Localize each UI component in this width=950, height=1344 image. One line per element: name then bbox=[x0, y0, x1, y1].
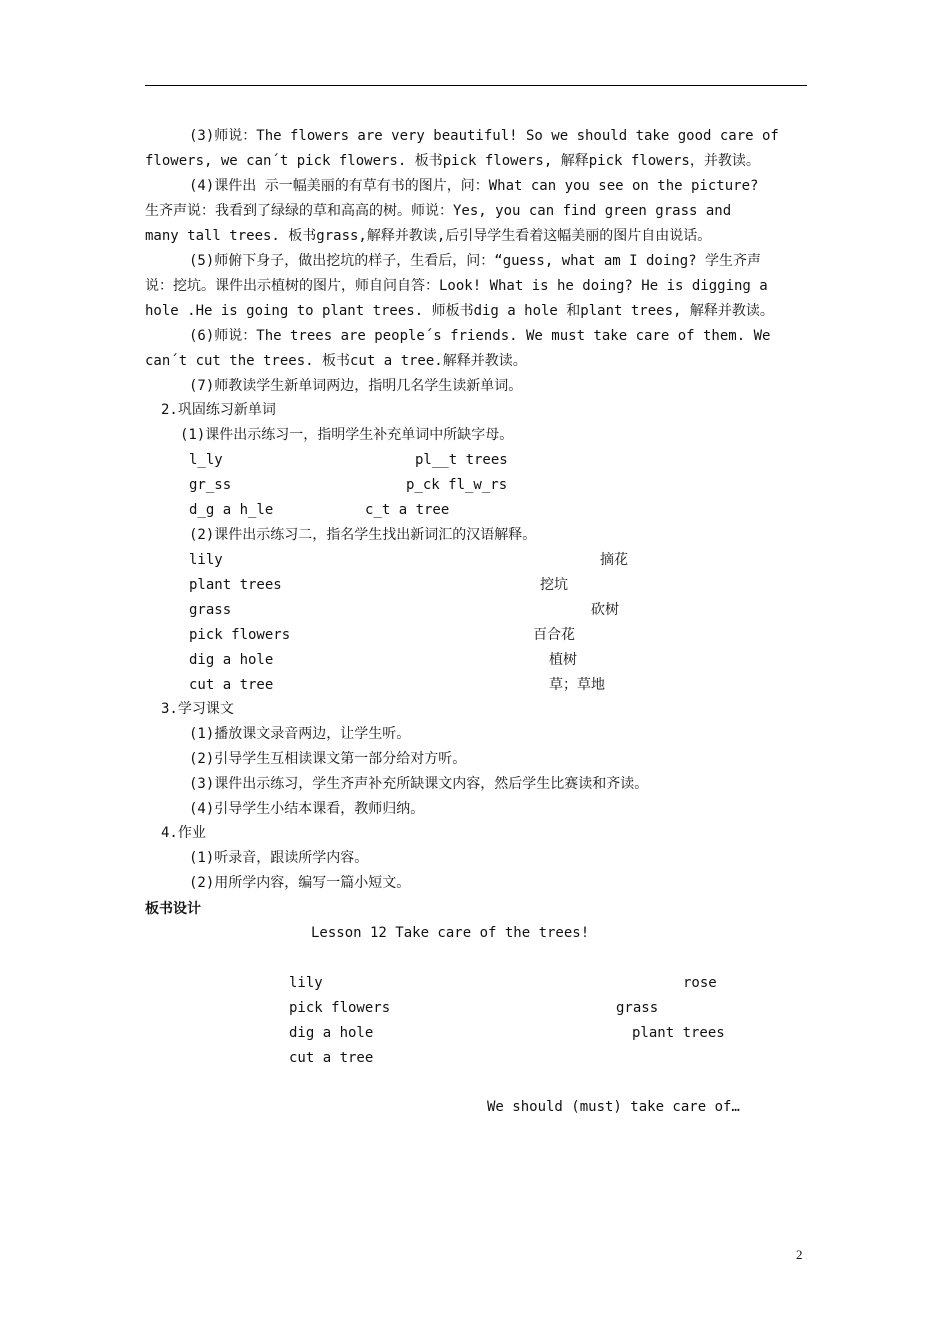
board-left-item: dig a hole bbox=[289, 1025, 374, 1041]
section2-heading: 2.巩固练习新单词 bbox=[161, 402, 276, 418]
para4-line2: 生齐声说：我看到了绿绿的草和高高的树。师说：Yes, you can find green grass and bbox=[145, 203, 732, 219]
board-left-item: cut a tree bbox=[289, 1050, 374, 1066]
para3-line2: flowers, we can´t pick flowers. 板书pick flowers, 解释pick flowers，并教读。 bbox=[145, 153, 760, 169]
board-footer: We should (must) take care of… bbox=[487, 1099, 740, 1115]
para4-line3: many tall trees. 板书grass,解释并教读,后引导学生看着这幅美丽的图片自由说话。 bbox=[145, 228, 712, 244]
exercise2-chinese: 植树 bbox=[549, 652, 577, 668]
board-right-item: plant trees bbox=[632, 1025, 725, 1041]
exercise2-chinese: 砍树 bbox=[591, 602, 619, 618]
exercise1-intro: (1)课件出示练习一，指明学生补充单词中所缺字母。 bbox=[180, 427, 514, 443]
section4-item: (1)听录音，跟读所学内容。 bbox=[189, 850, 369, 866]
exercise1-item: c_t a tree bbox=[365, 502, 450, 518]
exercise2-english: dig a hole bbox=[189, 652, 274, 668]
exercise1-item: gr_ss bbox=[189, 477, 232, 493]
exercise1-item: p_ck fl_w_rs bbox=[406, 477, 508, 493]
exercise2-intro: (2)课件出示练习二，指名学生找出新词汇的汉语解释。 bbox=[189, 527, 537, 543]
section3-item: (1)播放课文录音两边，让学生听。 bbox=[189, 726, 411, 742]
exercise2-chinese: 摘花 bbox=[600, 552, 628, 568]
section3-item: (2)引导学生互相读课文第一部分给对方听。 bbox=[189, 751, 467, 767]
para5-line1: (5)师俯下身子，做出挖坑的样子，生看后，问：“guess, what am I doing? 学生齐声 bbox=[189, 253, 762, 269]
section3-heading: 3.学习课文 bbox=[161, 701, 234, 717]
section3-item: (4)引导学生小结本课看，教师归纳。 bbox=[189, 801, 425, 817]
board-left-item: pick flowers bbox=[289, 1000, 391, 1016]
para5-line3: hole .He is going to plant trees. 师板书dig a hole 和plant trees, 解释并教读。 bbox=[145, 303, 774, 319]
exercise2-english: lily bbox=[189, 552, 223, 568]
board-heading: 板书设计 bbox=[145, 901, 201, 917]
para6-line2: can´t cut the trees. 板书cut a tree.解释并教读。 bbox=[145, 353, 527, 369]
para7-line: (7)师教读学生新单词两边，指明几名学生读新单词。 bbox=[189, 378, 523, 394]
exercise2-english: pick flowers bbox=[189, 627, 291, 643]
header-rule bbox=[145, 85, 807, 86]
board-left-item: lily bbox=[289, 975, 323, 991]
para5-line2: 说：挖坑。课件出示植树的图片，师自问自答：Look! What is he doing? He is digging a bbox=[145, 278, 768, 294]
board-right-item: rose bbox=[683, 975, 717, 991]
exercise2-english: cut a tree bbox=[189, 677, 274, 693]
section4-heading: 4.作业 bbox=[161, 825, 206, 841]
exercise1-item: pl__t trees bbox=[415, 452, 508, 468]
exercise2-english: grass bbox=[189, 602, 232, 618]
para6-line1: (6)师说：The trees are people´s friends. We must take care of them. We bbox=[189, 328, 771, 344]
exercise2-chinese: 百合花 bbox=[533, 627, 575, 643]
section4-item: (2)用所学内容，编写一篇小短文。 bbox=[189, 875, 411, 891]
exercise1-item: d_g a h_le bbox=[189, 502, 274, 518]
para3-line1: (3)师说：The flowers are very beautiful! So we should take good care of bbox=[189, 128, 779, 144]
board-right-item: grass bbox=[616, 1000, 659, 1016]
exercise2-chinese: 挖坑 bbox=[540, 577, 568, 593]
exercise2-english: plant trees bbox=[189, 577, 282, 593]
board-title: Lesson 12 Take care of the trees! bbox=[311, 925, 590, 941]
exercise2-chinese: 草；草地 bbox=[549, 677, 605, 693]
exercise1-item: l_ly bbox=[189, 452, 223, 468]
para4-line1: (4)课件出 示一幅美丽的有草有书的图片，问：What can you see on the picture? bbox=[189, 178, 759, 194]
page-number: 2 bbox=[796, 1247, 803, 1262]
section3-item: (3)课件出示练习，学生齐声补充所缺课文内容，然后学生比赛读和齐读。 bbox=[189, 776, 649, 792]
